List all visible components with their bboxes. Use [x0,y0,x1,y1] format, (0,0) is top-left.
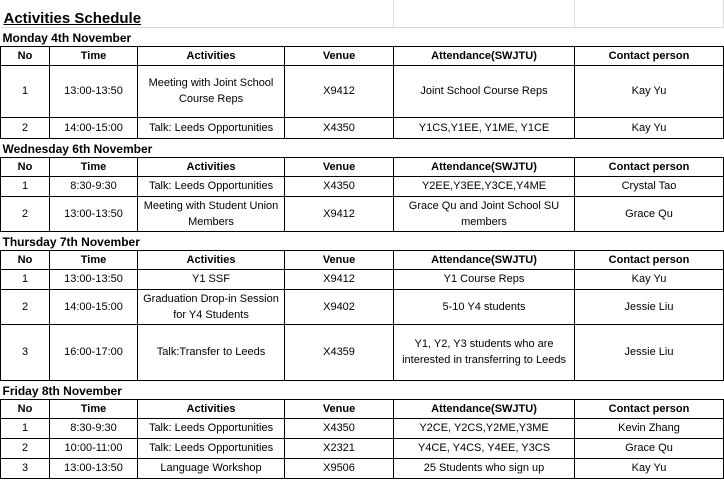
cell-no[interactable]: 2 [1,289,50,324]
header-venue[interactable]: Venue [285,157,394,176]
header-activities[interactable]: Activities [138,46,285,65]
empty-cell[interactable] [394,0,575,27]
header-activities[interactable]: Activities [138,250,285,269]
empty-cell[interactable] [575,0,724,27]
table-row [1,176,724,196]
cell-venue[interactable]: X4359 [285,324,394,380]
cell-activity[interactable]: Talk:Transfer to Leeds [138,324,285,380]
header-activities[interactable]: Activities [138,157,285,176]
cell-activity[interactable]: Talk: Leeds Opportunities [138,117,285,138]
table-row [1,196,724,231]
header-contact[interactable]: Contact person [575,250,724,269]
cell-no[interactable]: 3 [1,458,50,478]
header-attendance[interactable]: Attendance(SWJTU) [394,399,575,418]
cell-time[interactable]: 14:00-15:00 [50,289,138,324]
cell-contact[interactable]: Kay Yu [575,117,724,138]
header-venue[interactable]: Venue [285,399,394,418]
header-row [1,399,724,418]
cell-contact[interactable]: Kay Yu [575,458,724,478]
cell-attendance[interactable]: 25 Students who sign up [394,458,575,478]
cell-time[interactable]: 13:00-13:50 [50,196,138,231]
header-row [1,157,724,176]
cell-contact[interactable]: Kevin Zhang [575,418,724,438]
cell-activity[interactable]: Language Workshop [138,458,285,478]
cell-time[interactable]: 13:00-13:50 [50,65,138,117]
cell-attendance[interactable]: Y1, Y2, Y3 students who are interested in transferring to Leeds [394,324,575,380]
table-row [1,289,724,324]
cell-attendance[interactable]: Joint School Course Reps [394,65,575,117]
cell-contact[interactable]: Kay Yu [575,269,724,289]
cell-contact[interactable]: Grace Qu [575,438,724,458]
header-contact[interactable]: Contact person [575,46,724,65]
empty-cell[interactable] [285,0,394,27]
cell-attendance[interactable]: 5-10 Y4 students [394,289,575,324]
header-activities[interactable]: Activities [138,399,285,418]
table-row [1,438,724,458]
cell-no[interactable]: 2 [1,117,50,138]
header-no[interactable]: No [1,399,50,418]
cell-time[interactable]: 8:30-9:30 [50,176,138,196]
cell-venue[interactable]: X4350 [285,418,394,438]
cell-contact[interactable]: Grace Qu [575,196,724,231]
cell-attendance[interactable]: Grace Qu and Joint School SU members [394,196,575,231]
cell-no[interactable]: 2 [1,196,50,231]
cell-activity[interactable]: Talk: Leeds Opportunities [138,438,285,458]
header-no[interactable]: No [1,46,50,65]
cell-time[interactable]: 10:00-11:00 [50,438,138,458]
header-time[interactable]: Time [50,399,138,418]
cell-activity[interactable]: Meeting with Joint School Course Reps [138,65,285,117]
cell-activity[interactable]: Talk: Leeds Opportunities [138,418,285,438]
cell-no[interactable]: 1 [1,176,50,196]
header-time[interactable]: Time [50,250,138,269]
cell-attendance[interactable]: Y1CS,Y1EE, Y1ME, Y1CE [394,117,575,138]
cell-attendance[interactable]: Y4CE, Y4CS, Y4EE, Y3CS [394,438,575,458]
header-row [1,46,724,65]
cell-contact[interactable]: Jessie Liu [575,324,724,380]
header-attendance[interactable]: Attendance(SWJTU) [394,157,575,176]
cell-time[interactable]: 16:00-17:00 [50,324,138,380]
cell-time[interactable]: 13:00-13:50 [50,458,138,478]
header-venue[interactable]: Venue [285,250,394,269]
day-label[interactable]: Wednesday 6th November [1,138,724,157]
day-label[interactable]: Friday 8th November [1,380,724,399]
cell-activity[interactable]: Y1 SSF [138,269,285,289]
title-row [1,0,724,27]
cell-no[interactable]: 1 [1,65,50,117]
cell-venue[interactable]: X9506 [285,458,394,478]
cell-contact[interactable]: Kay Yu [575,65,724,117]
table-row [1,65,724,117]
table-row [1,324,724,380]
cell-no[interactable]: 1 [1,269,50,289]
cell-time[interactable]: 14:00-15:00 [50,117,138,138]
cell-venue[interactable]: X2321 [285,438,394,458]
cell-no[interactable]: 3 [1,324,50,380]
cell-venue[interactable]: X9402 [285,289,394,324]
day-label[interactable]: Thursday 7th November [1,231,724,250]
table-row [1,418,724,438]
cell-attendance[interactable]: Y1 Course Reps [394,269,575,289]
header-attendance[interactable]: Attendance(SWJTU) [394,250,575,269]
day-row [1,138,724,157]
cell-activity[interactable]: Meeting with Student Union Members [138,196,285,231]
cell-contact[interactable]: Crystal Tao [575,176,724,196]
cell-activity[interactable]: Talk: Leeds Opportunities [138,176,285,196]
table-row [1,458,724,478]
header-venue[interactable]: Venue [285,46,394,65]
cell-venue[interactable]: X4350 [285,117,394,138]
cell-time[interactable]: 8:30-9:30 [50,418,138,438]
header-time[interactable]: Time [50,46,138,65]
header-contact[interactable]: Contact person [575,399,724,418]
cell-no[interactable]: 1 [1,418,50,438]
day-row [1,380,724,399]
cell-contact[interactable]: Jessie Liu [575,289,724,324]
header-time[interactable]: Time [50,157,138,176]
sheet-title[interactable]: Activities Schedule [1,0,285,27]
header-no[interactable]: No [1,157,50,176]
header-contact[interactable]: Contact person [575,157,724,176]
table-row [1,117,724,138]
cell-activity[interactable]: Graduation Drop-in Session for Y4 Students [138,289,285,324]
header-row [1,250,724,269]
cell-attendance[interactable]: Y2EE,Y3EE,Y3CE,Y4ME [394,176,575,196]
header-no[interactable]: No [1,250,50,269]
cell-no[interactable]: 2 [1,438,50,458]
table-row [1,269,724,289]
cell-venue[interactable]: X9412 [285,269,394,289]
cell-venue[interactable]: X4350 [285,176,394,196]
day-row [1,27,724,46]
day-label[interactable]: Monday 4th November [1,27,724,46]
cell-time[interactable]: 13:00-13:50 [50,269,138,289]
cell-venue[interactable]: X9412 [285,196,394,231]
day-row [1,231,724,250]
cell-venue[interactable]: X9412 [285,65,394,117]
cell-attendance[interactable]: Y2CE, Y2CS,Y2ME,Y3ME [394,418,575,438]
header-attendance[interactable]: Attendance(SWJTU) [394,46,575,65]
